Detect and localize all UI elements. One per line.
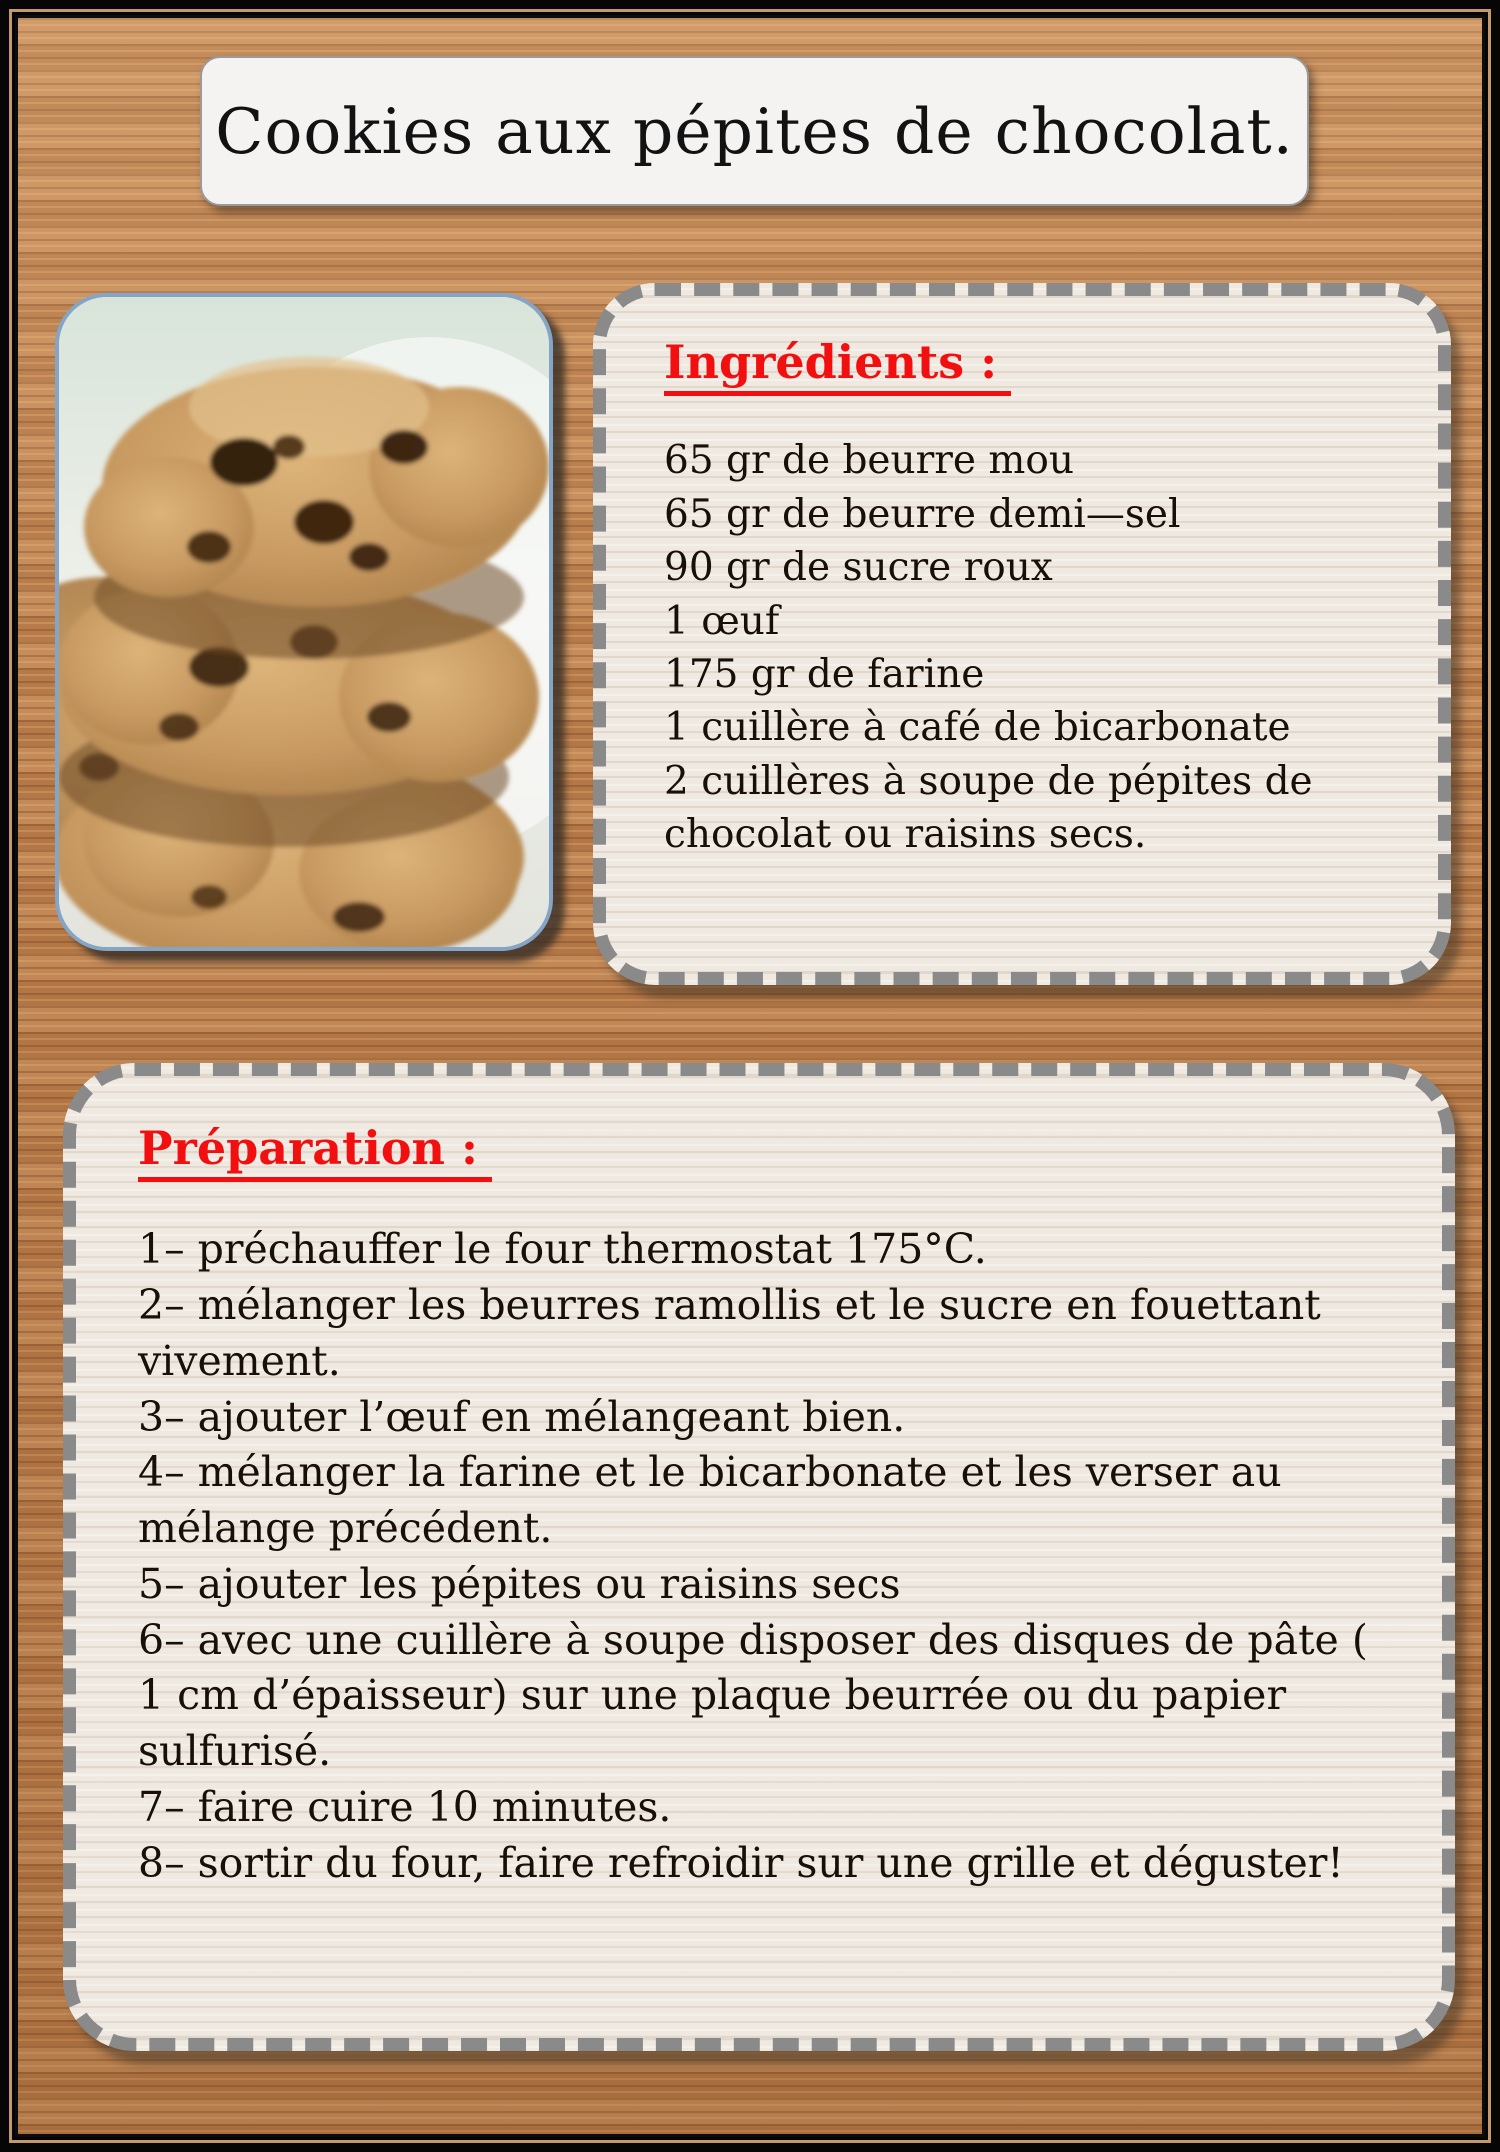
preparation-step: 4– mélanger la farine et le bicarbonate et les verser au mélange précédent. (138, 1448, 1282, 1553)
ingredient-item: 1 cuillère à café de bicarbonate (664, 705, 1291, 751)
preparation-step: 8– sortir du four, faire refroidir sur une grille et déguster! (138, 1838, 1344, 1887)
ingredient-item: 2 cuillères à soupe de pépites de chocolat ou raisins secs. (664, 758, 1313, 858)
ingredient-item: 90 gr de sucre roux (664, 545, 1053, 591)
preparation-card (63, 1063, 1455, 2051)
cookie-photo (55, 293, 553, 951)
ingredient-item: 65 gr de beurre mou (664, 438, 1074, 484)
ingredients-heading: Ingrédients : (664, 338, 1011, 396)
preparation-step: 6– avec une cuillère à soupe disposer des disques de pâte ( 1 cm d’épaisseur) sur une plaque beurrée ou du papier sulfurisé. (138, 1615, 1368, 1776)
preparation-step: 2– mélanger les beurres ramollis et le sucre en fouettant vivement. (138, 1281, 1321, 1385)
ingredient-item: 65 gr de beurre demi—sel (664, 491, 1181, 537)
preparation-step: 7– faire cuire 10 minutes. (138, 1782, 672, 1831)
title-banner (200, 56, 1309, 206)
ingredient-item: 175 gr de farine (664, 651, 985, 697)
page-title: Cookies aux pépites de chocolat. (215, 94, 1294, 168)
preparation-step: 1– préchauffer le four thermostat 175°C. (138, 1225, 987, 1274)
preparation-step: 3– ajouter l’œuf en mélangeant bien. (138, 1392, 906, 1441)
preparation-step: 5– ajouter les pépites ou raisins secs (138, 1559, 901, 1608)
cookies-image (59, 297, 549, 947)
ingredients-card (593, 283, 1451, 985)
preparation-heading: Préparation : (138, 1124, 492, 1182)
ingredient-item: 1 œuf (664, 598, 780, 644)
